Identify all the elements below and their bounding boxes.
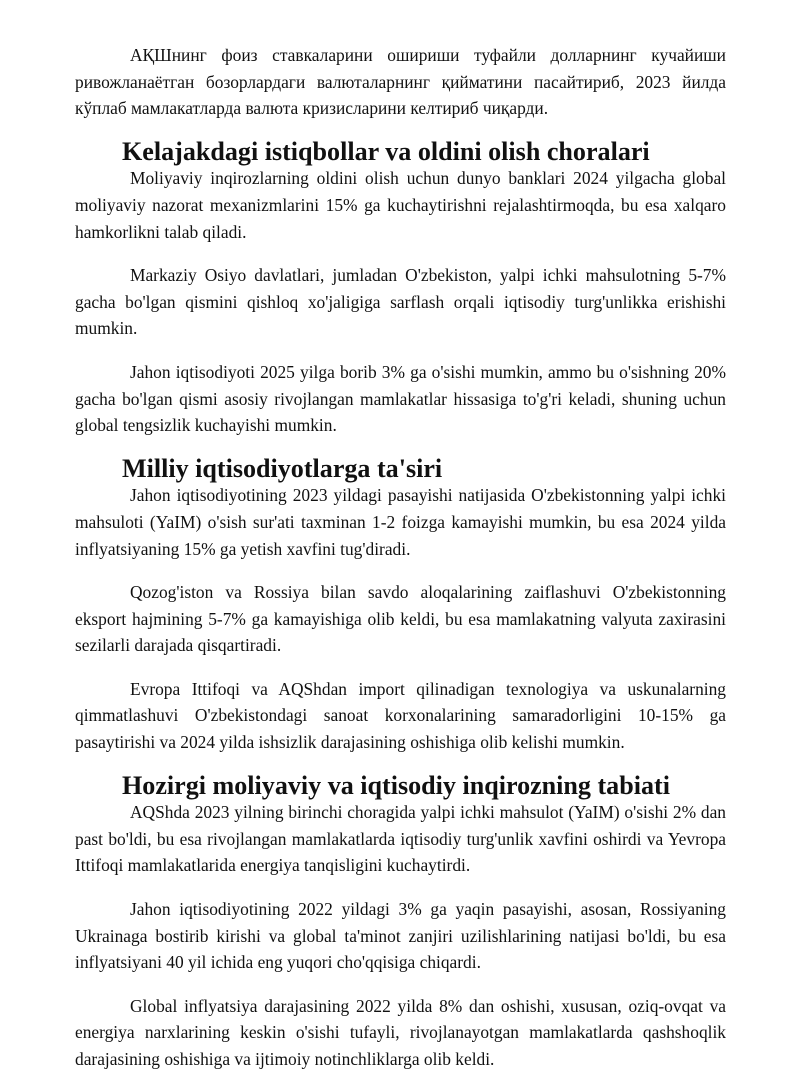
paragraph: Global inflyatsiya darajasining 2022 yilda 8% dan oshishi, xususan, oziq-ovqat va energiya narxlarining keskin o'sishi tufayli, rivojlanayotgan mamlakatlarda qashshoqlik darajasining oshishiga va ijtimoiy notinchliklarga olib keldi. [75,995,726,1069]
paragraph: Moliyaviy inqirozlarning oldini olish uchun dunyo banklari 2024 yilgacha global moliyaviy nazorat mexanizmlarini 15% ga kuchaytirishni rejalashtirmoqda, bu esa xalqaro hamkorlikni talab qiladi. [75,168,726,242]
section-heading-prospects: Kelajakdagi istiqbollar va oldini olish choralari [122,136,650,166]
paragraph: Evropa Ittifoqi va AQShdan import qilinadigan texnologiya va uskunalarning qimmatlashuvi O'zbekistondagi sanoat korxonalarining samaradorligini 10-15% ga pasaytirishi va 2024 yilda ishsizlik darajasining oshishiga olib kelishi mumkin. [75,678,726,753]
section-heading-crisis-nature: Hozirgi moliyaviy va iqtisodiy inqirozning tabiati [122,770,670,800]
paragraph: Jahon iqtisodiyoti 2025 yilga borib 3% ga o'sishi mumkin, ammo bu o'sishning 20% gacha bo'lgan qismi asosiy rivojlangan mamlakatlar hissasiga to'g'ri keladi, shuning uchun global tengsizlik kuchayishi mumkin. [75,361,726,436]
paragraph: Jahon iqtisodiyotining 2023 yildagi pasayishi natijasida O'zbekistonning yalpi ichki mahsuloti (YaIM) o'sish sur'ati taxminan 1-2 foizga kamayishi mumkin, bu esa 2024 yilda inflyatsiyaning 15% ga yetish xavfini tug'diradi. [75,485,726,559]
paragraph: Markaziy Osiyo davlatlari, jumladan O'zbekiston, yalpi ichki mahsulotning 5-7% gacha bo'lgan qismini qishloq xo'jaligiga sarflash orqali iqtisodiy turg'unlikka erishishi mumkin. [75,265,726,339]
paragraph: Jahon iqtisodiyotining 2022 yildagi 3% ga yaqin pasayishi, asosan, Rossiyaning Ukrainaga bostirib kirishi va global ta'minot zanjiri uzilishlarining natijasi bo'ldi, bu esa inflyatsiyani 40 yil ichida eng yuqori cho'qqisiga chiqardi. [75,899,726,973]
section-heading-national-impact: Milliy iqtisodiyotlarga ta'siri [122,453,443,483]
intro-paragraph: АҚШнинг фоиз ставкаларини ошириши туфайли долларнинг кучайиши ривожланаётган бозорлардаги валюталарнинг қийматини пасайтириб, 2023 йилда кўплаб мамлакатларда валюта кризисларини келтириб чиқарди. [75,45,726,119]
document-page [75,42,726,1073]
paragraph: AQShda 2023 yilning birinchi choragida yalpi ichki mahsulot (YaIM) o'sishi 2% dan past bo'ldi, bu esa rivojlangan mamlakatlarda iqtisodiy turg'unlik xavfini oshirdi va Yevropa Ittifoqi mamlakatlarida energiya tanqisligini kuchaytirdi. [75,802,726,876]
paragraph: Qozog'iston va Rossiya bilan savdo aloqalarining zaiflashuvi O'zbekistonning eksport hajmining 5-7% ga kamayishiga olib keldi, bu esa mamlakatning valyuta zaxirasini sezilarli darajada qisqartiradi. [75,582,726,656]
